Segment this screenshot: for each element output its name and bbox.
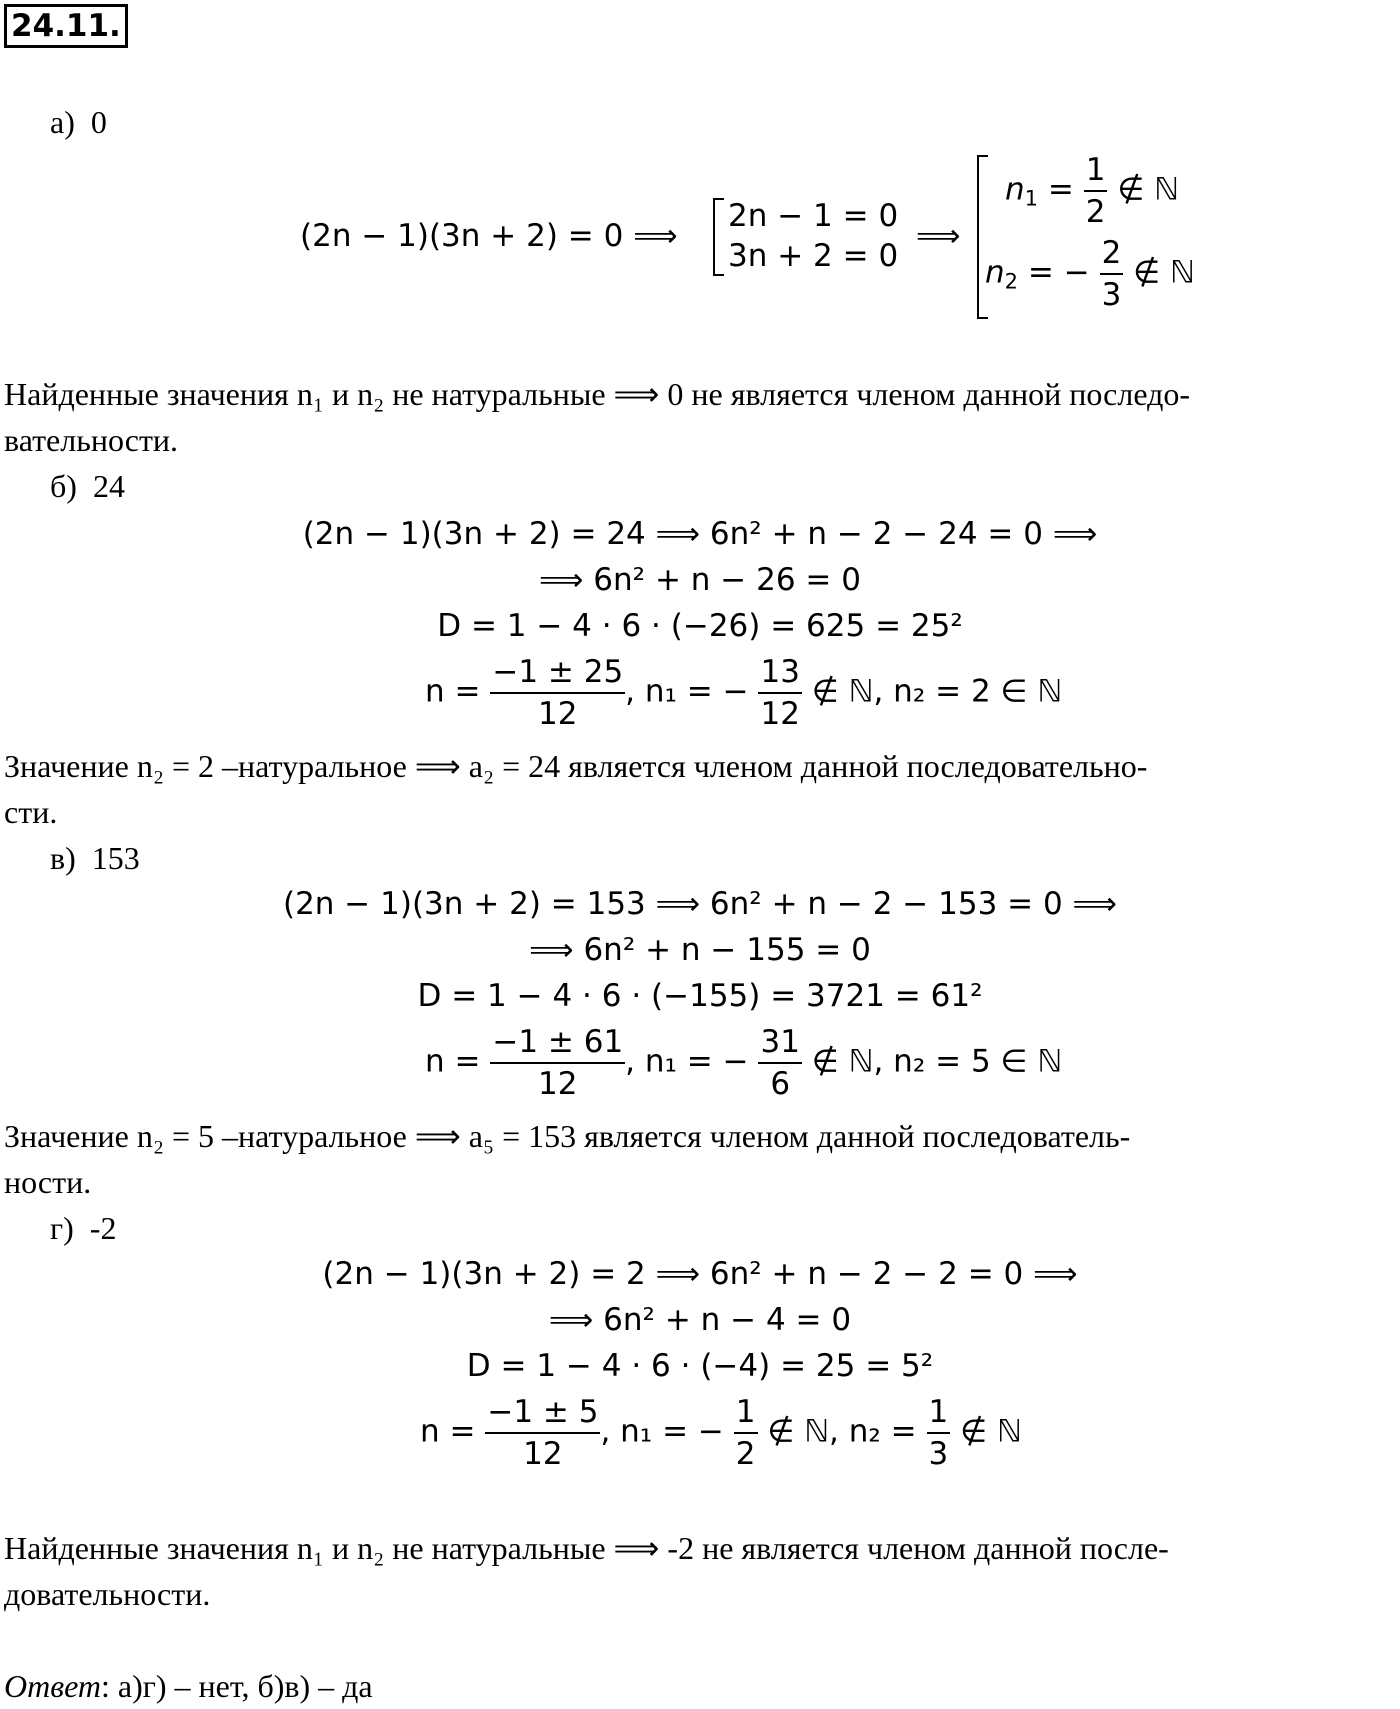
root2-num: 2 xyxy=(1100,233,1124,275)
part-b-line-3: D = 1 − 4 · 6 · (−26) = 625 = 25² xyxy=(437,608,963,644)
part-c-value: 153 xyxy=(91,840,140,876)
d-n-den: 12 xyxy=(523,1436,563,1472)
part-a-system-1 xyxy=(728,196,898,276)
d-n-mid: , n₁ = − xyxy=(600,1413,724,1450)
b-n-den: 12 xyxy=(538,696,578,732)
part-a-label: а) xyxy=(50,104,75,140)
d-n-num: −1 ± 5 xyxy=(485,1392,600,1434)
c-n-tail: ∉ ℕ, n₂ = 5 ∈ ℕ xyxy=(811,1043,1063,1080)
part-c-conclusion-2: ности. xyxy=(4,1164,92,1200)
part-d-roots xyxy=(420,1392,1022,1474)
part-a-header xyxy=(50,104,107,140)
root1-den: 2 xyxy=(1085,194,1106,230)
part-a-system-line-2: 3n + 2 = 0 xyxy=(728,238,899,274)
part-c-label: в) xyxy=(50,840,76,876)
root2-eq: = − xyxy=(1027,254,1090,291)
root2-fraction xyxy=(1100,233,1124,315)
problem-number: 24.11. xyxy=(4,4,128,48)
root1-eq: = xyxy=(1047,171,1074,208)
part-c-line-2: ⟹ 6n² + n − 155 = 0 xyxy=(529,932,871,968)
part-d-line-1: (2n − 1)(3n + 2) = 2 ⟹ 6n² + n − 2 − 2 = 0 ⟹ xyxy=(322,1256,1078,1292)
part-c-roots xyxy=(425,1022,1062,1104)
root1-num: 1 xyxy=(1084,150,1108,192)
part-c-header xyxy=(50,840,140,876)
part-a-value: 0 xyxy=(90,104,107,140)
root1-sub: 1 xyxy=(1024,186,1039,211)
part-b-line-2: ⟹ 6n² + n − 26 = 0 xyxy=(539,562,861,598)
c-n-mid: , n₁ = − xyxy=(625,1043,749,1080)
part-b-conclusion-2: сти. xyxy=(4,794,58,830)
part-d-value: -2 xyxy=(89,1210,117,1246)
c-n-fraction xyxy=(490,1022,625,1104)
b-n-mid: , n₁ = − xyxy=(625,673,749,710)
answer-line xyxy=(4,1668,373,1704)
d-n1-den: 2 xyxy=(735,1436,756,1472)
b-n1-num: 13 xyxy=(758,652,801,694)
part-b-value: 24 xyxy=(92,468,125,504)
part-b-header xyxy=(50,468,125,504)
d-n2-num: 1 xyxy=(927,1392,951,1434)
part-a-conclusion-1: Найденные значения n₁ и n₂ не натуральные ⟹ 0 не является членом данной последо- xyxy=(4,376,1191,412)
d-n2-den: 3 xyxy=(928,1436,949,1472)
b-n-lhs: n = xyxy=(425,673,481,710)
d-n-fraction xyxy=(485,1392,600,1474)
part-a-arrow: ⟹ xyxy=(916,218,961,254)
root2-sub: 2 xyxy=(1004,269,1019,294)
part-a-bracket-1 xyxy=(713,198,724,276)
part-b-roots xyxy=(425,652,1062,734)
part-c-line-1: (2n − 1)(3n + 2) = 153 ⟹ 6n² + n − 2 − 153 = 0 ⟹ xyxy=(282,886,1118,922)
answer-label: Ответ xyxy=(4,1668,101,1704)
part-b-line-1: (2n − 1)(3n + 2) = 24 ⟹ 6n² + n − 2 − 24 = 0 ⟹ xyxy=(302,516,1098,552)
part-a-root-1 xyxy=(1005,150,1179,232)
b-n1-den: 12 xyxy=(760,696,800,732)
root1-fraction xyxy=(1084,150,1108,232)
c-n1-fraction xyxy=(758,1022,801,1104)
part-c-line-3: D = 1 − 4 · 6 · (−155) = 3721 = 61² xyxy=(417,978,983,1014)
part-d-line-3: D = 1 − 4 · 6 · (−4) = 25 = 5² xyxy=(466,1348,934,1384)
d-n-mid2: ∉ ℕ, n₂ = xyxy=(767,1413,917,1450)
d-n1-fraction xyxy=(734,1392,758,1474)
d-n-tail: ∉ ℕ xyxy=(960,1413,1022,1450)
root1-var: n xyxy=(1005,171,1025,208)
root1-tail: ∉ ℕ xyxy=(1117,171,1180,208)
root2-tail: ∉ ℕ xyxy=(1133,254,1195,291)
part-d-label: г) xyxy=(50,1210,74,1246)
b-n1-fraction xyxy=(758,652,801,734)
part-b-label: б) xyxy=(50,468,77,504)
answer-text: : а)г) – нет, б)в) – да xyxy=(101,1668,373,1704)
part-d-conclusion-1: Найденные значения n₁ и n₂ не натуральные ⟹ -2 не является членом данной после- xyxy=(4,1530,1169,1566)
part-d-header xyxy=(50,1210,116,1246)
c-n-den: 12 xyxy=(538,1066,578,1102)
root2-var: n xyxy=(985,254,1005,291)
part-b-conclusion-1: Значение n₂ = 2 –натуральное ⟹ a₂ = 24 является членом данной последовательно- xyxy=(4,748,1148,784)
root2-den: 3 xyxy=(1101,277,1122,313)
d-n2-fraction xyxy=(927,1392,951,1474)
c-n1-den: 6 xyxy=(770,1066,791,1102)
c-n-num: −1 ± 61 xyxy=(490,1022,625,1064)
d-n1-num: 1 xyxy=(734,1392,758,1434)
part-d-line-2: ⟹ 6n² + n − 4 = 0 xyxy=(548,1302,852,1338)
part-a-equation: (2n − 1)(3n + 2) = 0 ⟹ xyxy=(300,218,678,254)
part-a-root-2 xyxy=(985,233,1195,315)
part-d-conclusion-2: довательности. xyxy=(4,1576,211,1612)
c-n-lhs: n = xyxy=(425,1043,481,1080)
part-a-system-line-1: 2n − 1 = 0 xyxy=(728,198,899,234)
b-n-tail: ∉ ℕ, n₂ = 2 ∈ ℕ xyxy=(811,673,1063,710)
c-n1-num: 31 xyxy=(758,1022,801,1064)
part-c-conclusion-1: Значение n₂ = 5 –натуральное ⟹ a₅ = 153 является членом данной последователь- xyxy=(4,1118,1131,1154)
b-n-fraction xyxy=(490,652,625,734)
d-n-lhs: n = xyxy=(420,1413,476,1450)
part-a-conclusion-2: вательности. xyxy=(4,422,179,458)
b-n-num: −1 ± 25 xyxy=(490,652,625,694)
